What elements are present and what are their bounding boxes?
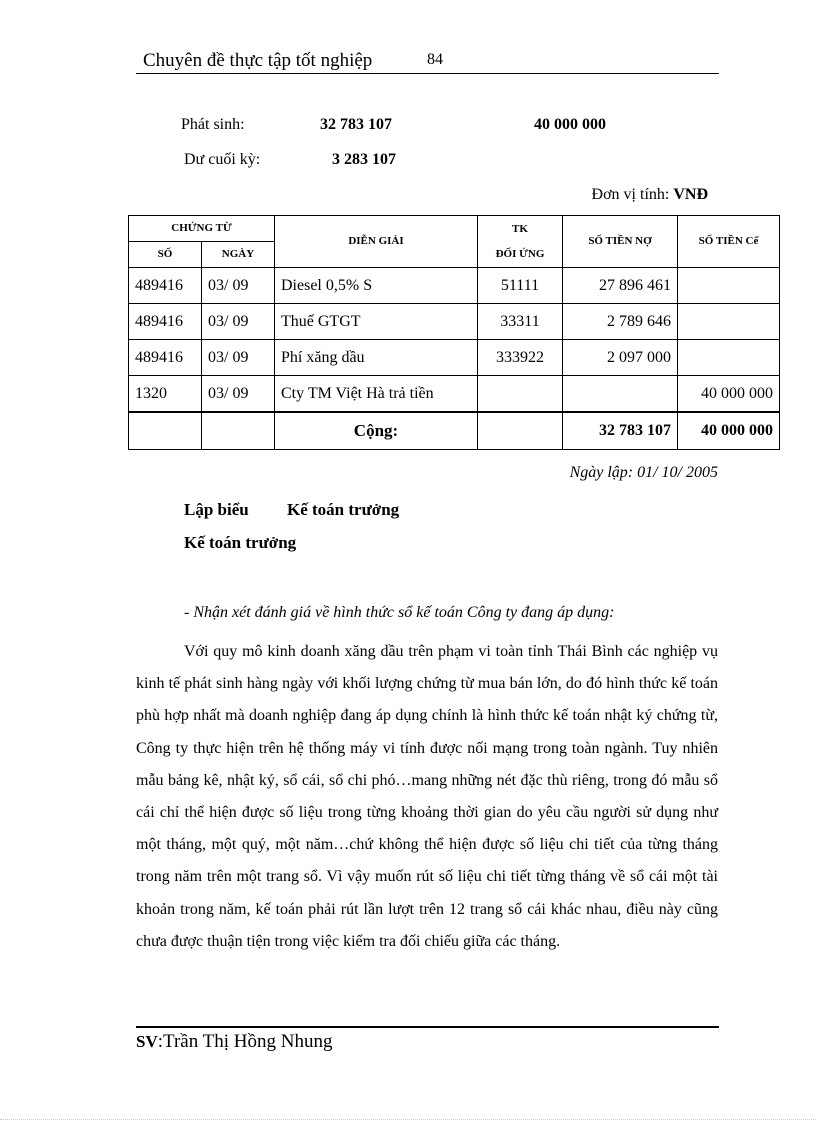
cell-description: Diesel 0,5% S bbox=[275, 268, 478, 304]
cell-number: 489416 bbox=[129, 340, 202, 376]
cell-empty bbox=[202, 412, 275, 450]
closing-value: 3 283 107 bbox=[332, 151, 396, 168]
table-row bbox=[129, 376, 780, 413]
header-title: Chuyên đề thực tập tốt nghiệp bbox=[143, 50, 373, 71]
header-date: NGÀY bbox=[202, 242, 275, 268]
total-credit: 40 000 000 bbox=[678, 412, 780, 450]
header-account-top: TK bbox=[512, 222, 528, 235]
cell-empty bbox=[478, 412, 563, 450]
cell-account: 51111 bbox=[478, 268, 563, 304]
total-debit: 32 783 107 bbox=[563, 412, 678, 450]
cell-account: 333922 bbox=[478, 340, 563, 376]
cell-date: 03/ 09 bbox=[202, 376, 275, 413]
cell-credit bbox=[678, 268, 780, 304]
ledger-table bbox=[128, 215, 780, 450]
footer-divider bbox=[136, 1026, 719, 1028]
total-label: Cộng: bbox=[275, 412, 478, 450]
cell-debit: 2 097 000 bbox=[563, 340, 678, 376]
body-paragraph bbox=[136, 636, 718, 958]
cell-description: Cty TM Việt Hà trả tiền bbox=[275, 376, 478, 413]
header-credit: SỐ TIỀN Cể bbox=[678, 216, 780, 268]
page-bottom-border bbox=[0, 1119, 816, 1120]
header-number: SỐ bbox=[129, 242, 202, 268]
assessment-heading: - Nhận xét đánh giá về hình thức sổ kế toán Công ty đang áp dụng: bbox=[184, 604, 615, 621]
cell-date: 03/ 09 bbox=[202, 304, 275, 340]
table-row bbox=[129, 268, 780, 304]
arising-credit: 40 000 000 bbox=[534, 116, 606, 133]
cell-number: 489416 bbox=[129, 304, 202, 340]
cell-debit bbox=[563, 376, 678, 413]
cell-account: 33311 bbox=[478, 304, 563, 340]
table-row bbox=[129, 340, 780, 376]
footer-prefix: SV bbox=[136, 1032, 158, 1051]
cell-empty bbox=[129, 412, 202, 450]
paragraph-text: Với quy mô kinh doanh xăng dầu trên phạm vi toàn tỉnh Thái Bình các nghiệp vụ kinh tế phát sinh hàng ngày với khối lượng chứng từ mua bán lớn, do đó hình thức kế toán phù hợp nhất mà doanh nghiệp đang áp dụng chính là hình thức kế toán nhật ký chứng từ, Công ty thực hiện trên hệ thống máy vi tính được nối mạng trong toàn ngành. Tuy nhiên mẫu bảng kê, nhật ký, sổ cái, sổ chi phó…mang những nét đặc thù riêng, trong đó mẫu sổ cái chỉ thể hiện được số liệu trong từng khoảng thời gian do yêu cầu người sử dụng như một tháng, một quý, một năm…chứ không thể hiện được số liệu chi tiết của từng tháng trong năm trên một trang sổ. Vì vậy muốn rút số liệu chi tiết từng tháng về sổ cái một tài khoản trong năm, kế toán phải rút lần lượt trên 12 trang sổ cái khác nhau, điều này cũng chưa được thuận tiện trong việc kiểm tra đối chiếu giữa các tháng. bbox=[136, 643, 718, 950]
header-description: DIỄN GIẢI bbox=[275, 216, 478, 268]
cell-date: 03/ 09 bbox=[202, 340, 275, 376]
header-account bbox=[478, 216, 563, 268]
header-divider bbox=[136, 73, 719, 74]
cell-credit: 40 000 000 bbox=[678, 376, 780, 413]
header-debit: SỐ TIỀN NỢ bbox=[563, 216, 678, 268]
footer-name: :Trần Thị Hồng Nhung bbox=[157, 1031, 333, 1052]
cell-credit bbox=[678, 340, 780, 376]
signature-chief-accountant-2: Kế toán trưởng bbox=[184, 533, 297, 552]
header-account-bottom: ĐỐI ỨNG bbox=[495, 247, 545, 260]
cell-description: Phí xăng dầu bbox=[275, 340, 478, 376]
arising-debit: 32 783 107 bbox=[320, 116, 392, 133]
arising-label: Phát sinh: bbox=[181, 116, 245, 133]
cell-number: 489416 bbox=[129, 268, 202, 304]
unit-value: VNĐ bbox=[673, 186, 708, 203]
cell-account bbox=[478, 376, 563, 413]
page-number: 84 bbox=[427, 51, 443, 68]
cell-credit bbox=[678, 304, 780, 340]
header-voucher: CHỨNG TỪ bbox=[129, 216, 275, 242]
table-row bbox=[129, 304, 780, 340]
closing-label: Dư cuối kỳ: bbox=[184, 151, 261, 168]
cell-date: 03/ 09 bbox=[202, 268, 275, 304]
unit-label bbox=[592, 186, 708, 204]
signature-chief-accountant: Kế toán trưởng bbox=[287, 500, 400, 519]
unit-caption: Đơn vị tính: bbox=[591, 186, 670, 203]
cell-description: Thuế GTGT bbox=[275, 304, 478, 340]
total-row bbox=[129, 412, 780, 450]
footer-author bbox=[136, 1031, 332, 1053]
cell-number: 1320 bbox=[129, 376, 202, 413]
signature-preparer: Lập biểu bbox=[184, 500, 249, 519]
cell-debit: 27 896 461 bbox=[563, 268, 678, 304]
date-made: Ngày lập: 01/ 10/ 2005 bbox=[569, 464, 718, 481]
cell-debit: 2 789 646 bbox=[563, 304, 678, 340]
